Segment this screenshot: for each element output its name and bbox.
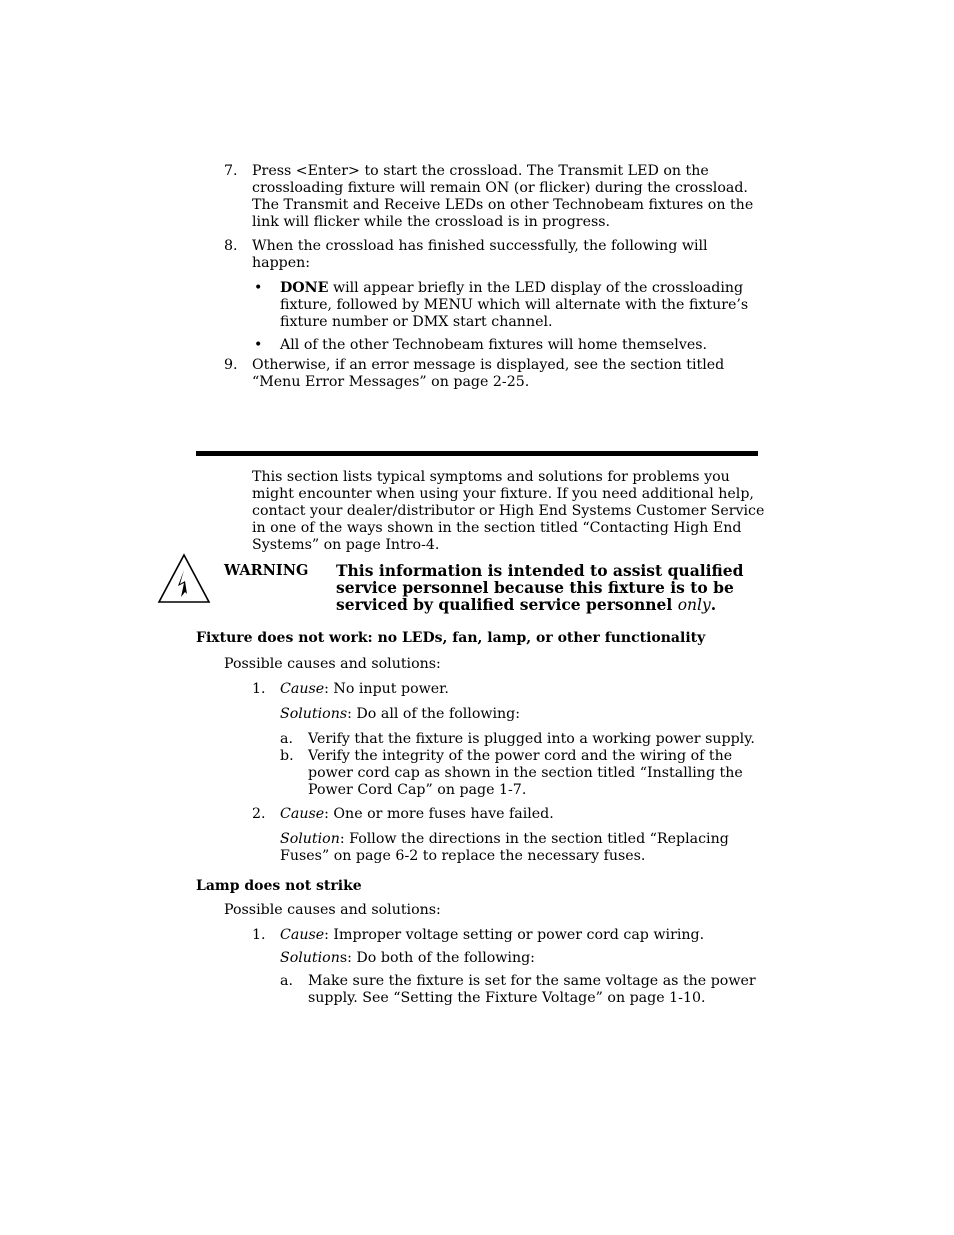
warning-label: WARNING [224,562,309,579]
sub-letter: a. [280,973,293,989]
cause-text: : No input power. [324,681,449,697]
step-text-line: Press <Enter> to start the crossload. The Transmit LED on the [252,163,709,179]
cause-text: : Improper voltage setting or power cord cap wiring. [324,927,705,943]
sub-text: Verify that the fixture is plugged into a working power supply. [308,731,755,747]
sub-text-line: Verify the integrity of the power cord and the wiring of the [308,748,733,764]
section-intro: Possible causes and solutions: [224,902,441,918]
bullet-symbol: • [254,280,263,296]
step-number: 8. [224,238,238,254]
solution-text: : Do all of the following: [347,706,521,722]
step-number: 9. [224,357,238,373]
solution-text-line: Fuses” on page 6-2 to replace the necessary fuses. [280,848,646,864]
sub-letter: a. [280,731,293,747]
intro-line: contact your dealer/distributor or High End Systems Customer Service [252,503,765,519]
warning-line: service personnel because this fixture is to be [336,578,734,597]
intro-line: might encounter when using your fixture. If you need additional help, [252,486,754,502]
section-intro: Possible causes and solutions: [224,656,441,672]
warning-line: This information is intended to assist qualified [336,561,744,580]
solution-block [280,831,750,865]
solution-text: : Do both of the following: [347,950,535,966]
step-text-line: Otherwise, if an error message is displayed, see the section titled [252,357,725,373]
sub-text-line: Power Cord Cap” on page 1-7. [308,782,527,798]
cause-label: Cause [280,681,325,697]
solution-text: : Follow the directions in the section titled “Replacing [339,831,729,847]
step-number: 7. [224,163,238,179]
cause-label: Cause [280,927,325,943]
item-number: 1. [252,927,266,943]
intro-line: This section lists typical symptoms and solutions for problems you [252,469,730,485]
bullet-symbol: • [254,337,263,353]
warning-line: serviced by qualified service personnel [336,595,678,614]
bullet-text: All of the other Technobeam fixtures will home themselves. [280,337,708,353]
solution-label: Solution [280,950,340,966]
cause-text: : One or more fuses have failed. [324,806,554,822]
step-text-line: happen: [252,255,311,271]
section-heading: Fixture does not work: no LEDs, fan, lamp, or other functionality [196,630,706,646]
warning-text [336,562,756,614]
warning-end: . [710,595,717,614]
intro-line: in one of the ways shown in the section titled “Contacting High End [252,520,742,536]
troubleshooting-intro [252,469,772,554]
item-number: 1. [252,681,266,697]
section-heading: Lamp does not strike [196,878,362,894]
step-text-line: “Menu Error Messages” on page 2-25. [252,374,530,390]
solution-line [280,950,535,967]
section-divider [196,451,758,456]
done-label: DONE [280,280,329,296]
step-text-line: link will flicker while the crossload is in progress. [252,214,611,230]
sub-text-line: power cord cap as shown in the section titled “Installing the [308,765,743,781]
warning-icon [157,553,211,605]
warning-emphasis: only [677,596,711,614]
intro-line: Systems” on page Intro-4. [252,537,440,553]
sub-letter: b. [280,748,294,764]
solution-line [280,706,520,723]
solution-label: Solutions [280,706,348,722]
bullet-text-line: fixture number or DMX start channel. [280,314,553,330]
step-text-line: When the crossload has finished successfully, the following will [252,238,708,254]
step-text-line: The Transmit and Receive LEDs on other Technobeam fixtures on the [252,197,754,213]
solution-label-suffix: s [339,950,348,966]
item-number: 2. [252,806,266,822]
bullet-text: will appear briefly in the LED display of the crossloading [328,280,744,296]
cause-label: Cause [280,806,325,822]
sub-text-line: Make sure the fixture is set for the same voltage as the power [308,973,756,989]
bullet-text-line: fixture, followed by MENU which will alternate with the fixture’s [280,297,749,313]
sub-text-line: supply. See “Setting the Fixture Voltage” on page 1-10. [308,990,706,1006]
step-text-line: crossloading fixture will remain ON (or flicker) during the crossload. [252,180,748,196]
solution-label: Solution [280,831,340,847]
